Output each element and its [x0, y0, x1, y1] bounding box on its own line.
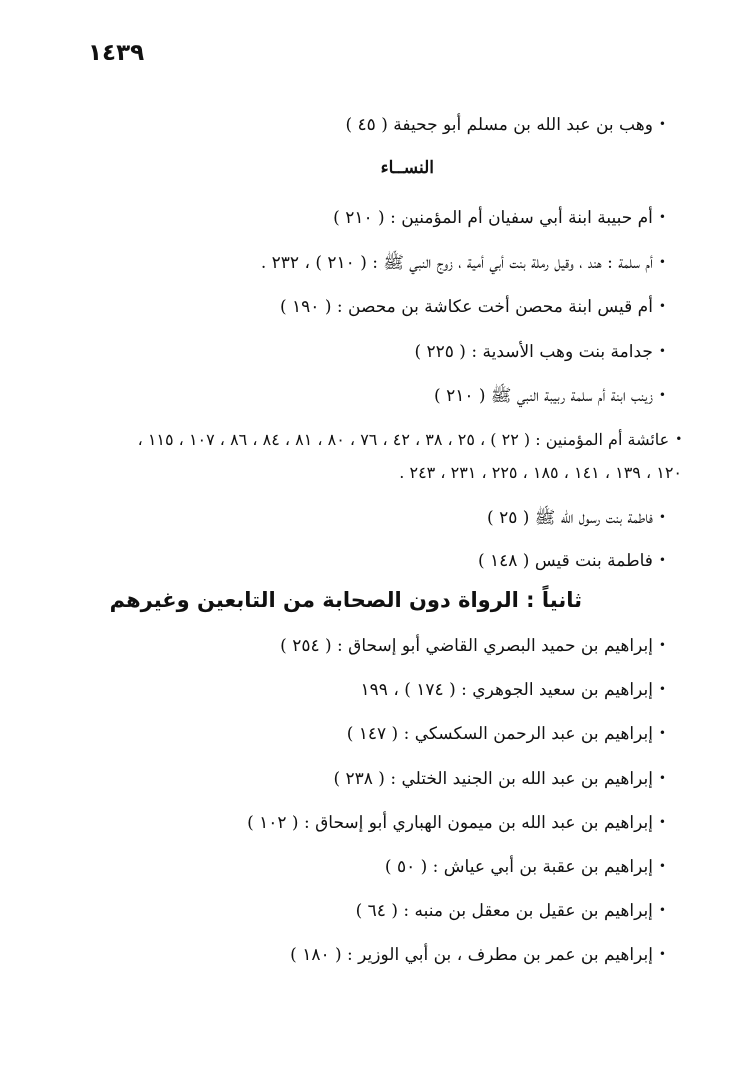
bullet-icon: •: [658, 388, 666, 402]
list-item: [347, 722, 666, 747]
entry-text: إبراهيم بن عبد الرحمن السكسكي : ( ١٤٧ ): [346, 724, 653, 744]
entry-text: فاطمة بنت قيس ( ١٤٨ ): [477, 551, 653, 571]
entry-text: أم حبيبة ابنة أبي سفيان أم المؤمنين : ( ٢١٠ ): [333, 208, 653, 228]
entry-text: إبراهيم بن سعيد الجوهري : ( ١٧٤ ) ، ١٩٩: [360, 680, 653, 700]
list-item: [361, 678, 666, 703]
list-item: [356, 899, 666, 924]
entry-text: إبراهيم بن حميد البصري القاضي أبو إسحاق : ( ٢٥٤ ): [280, 636, 653, 656]
bullet-icon: •: [658, 726, 666, 740]
bullet-icon: •: [658, 947, 666, 961]
entry-text: زينب ابنة أم سلمة ربيبة النبي ﷺ ( ٢١٠ ): [434, 386, 653, 406]
list-item: [138, 428, 682, 453]
list-item: [478, 549, 666, 574]
bullet-icon: •: [658, 299, 666, 313]
bullet-icon: •: [658, 510, 666, 524]
list-item: [346, 113, 667, 138]
bullet-icon: •: [658, 771, 666, 785]
list-item: [333, 206, 666, 231]
list-item: [434, 384, 666, 409]
entry-text: إبراهيم بن عبد الله بن الجنيد الختلي : ( ٢٣٨ ): [333, 769, 653, 789]
entry-text: إبراهيم بن عمر بن مطرف ، بن أبي الوزير : ( ١٨٠ ): [290, 945, 653, 965]
list-item: [280, 295, 666, 320]
list-item: [290, 943, 666, 968]
entry-continuation: ١٢٠ ، ١٣٩ ، ١٤١ ، ١٨٥ ، ٢٢٥ ، ٢٣١ ، ٢٤٣ .: [399, 463, 682, 482]
entry-text: فاطمة بنت رسول الله ﷺ ( ٢٥ ): [487, 508, 653, 528]
bullet-icon: •: [658, 117, 666, 131]
narrators-section-heading: ثانياً : الرواة دون الصحابة من التابعين وغيرهم: [109, 588, 582, 612]
entry-text: إبراهيم بن عقيل بن معقل بن منبه : ( ٦٤ ): [355, 901, 653, 921]
list-item: [333, 767, 666, 792]
entry-text: عائشة أم المؤمنين : ( ٢٢ ) ، ٢٥ ، ٣٨ ، ٤٢ ، ٧٦ ، ٨٠ ، ٨١ ، ٨٤ ، ٨٦ ، ١٠٧ ، ١١٥ ،: [137, 430, 670, 449]
bullet-icon: •: [675, 432, 682, 446]
bullet-icon: •: [658, 210, 666, 224]
entry-text: جدامة بنت وهب الأسدية : ( ٢٢٥ ): [414, 342, 653, 362]
entry-text: أم سلمة : هند ، وقيل رملة بنت أبي أمية ، زوج النبي ﷺ : ( ٢١٠ ) ، ٢٣٢ .: [260, 253, 653, 273]
entry-text: أم قيس ابنة محصن أخت عكاشة بن محصن : ( ١٩٠ ): [280, 297, 653, 317]
bullet-icon: •: [658, 255, 666, 269]
bullet-icon: •: [658, 682, 666, 696]
list-item: [261, 251, 666, 276]
entry-text: إبراهيم بن عبد الله بن ميمون الهباري أبو إسحاق : ( ١٠٢ ): [247, 813, 653, 833]
list-item: [385, 855, 666, 880]
bullet-icon: •: [658, 815, 666, 829]
page-number: ١٤٣٩: [88, 40, 145, 66]
entry-text: إبراهيم بن عقبة بن أبي عياش : ( ٥٠ ): [384, 857, 653, 877]
list-item: [414, 340, 666, 365]
entry-text: وهب بن عبد الله بن مسلم أبو جحيفة ( ٤٥ ): [345, 115, 653, 135]
list-item: [247, 811, 666, 836]
list-item: [280, 634, 666, 659]
list-item: [487, 506, 666, 531]
bullet-icon: •: [658, 638, 666, 652]
bullet-icon: •: [658, 859, 666, 873]
bullet-icon: •: [658, 344, 666, 358]
bullet-icon: •: [658, 903, 666, 917]
women-section-heading: النســاء: [380, 158, 434, 178]
bullet-icon: •: [658, 553, 666, 567]
